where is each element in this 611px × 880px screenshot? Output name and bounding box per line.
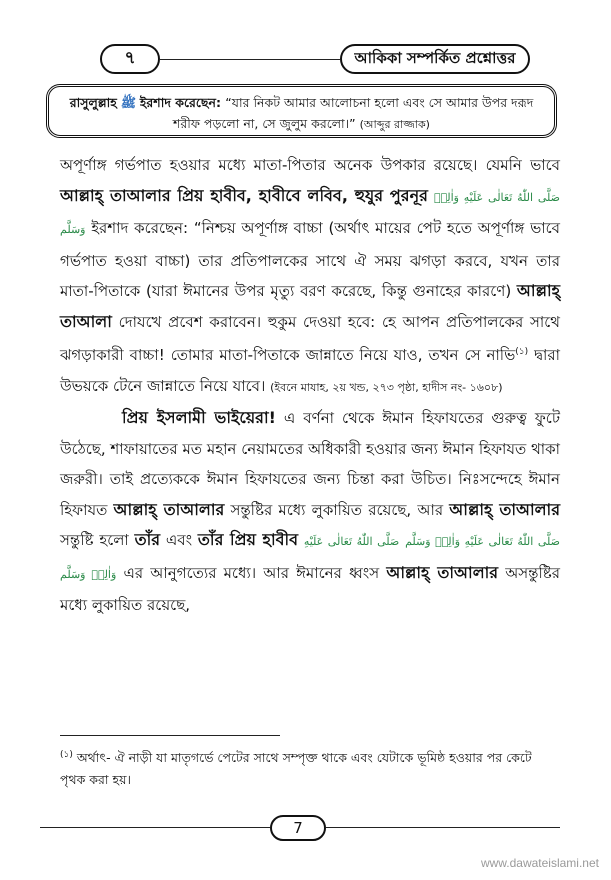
quote-text: “যার নিকট আমার আলোচনা হলো এবং সে আমার উপর দরূদ শরীফ পড়লো না, সে জুলুম করলো।”: [173, 95, 534, 131]
p1-bold-honorific: আল্লাহ্ তাআলার প্রিয় হাবীব, হাবীবে লবিব, হুযুর পুরনূর: [60, 185, 428, 205]
p1-bold-allah: আল্লাহ্ তাআলা: [60, 281, 560, 331]
header-title: আকিকা সম্পর্কিত প্রশ্নোত্তর: [340, 44, 530, 74]
p1-text-d: দ্বারা উভয়কে টেনে জান্নাতে নিয়ে যাবে।: [60, 346, 560, 395]
quote-box: [46, 84, 557, 138]
p2-arabic-salutation-1: صَلَّى اللّٰهُ تَعَالٰى عَلَيْهِ وَاٰلِهٖ وَسَلَّم: [405, 535, 560, 548]
quote-lead: রাসুলুল্লাহ: [69, 95, 117, 110]
footnote-divider: [60, 735, 280, 736]
footer-rule-left: [40, 827, 270, 828]
site-url: www.dawateislami.net: [480, 856, 599, 870]
p1-text-a: অপূর্ণাঙ্গ গর্ভপাত হওয়ার মধ্যে মাতা-পিতার অনেক উপকার রয়েছে। যেমনি ভাবে: [60, 156, 560, 174]
paragraph-1: [60, 156, 560, 395]
quote-source: (আব্দুর রাজ্জাক): [359, 118, 430, 131]
p1-arabic-salutation: صَلَّى اللّٰهُ تَعَالٰى عَلَيْهِ وَاٰلِهٖ وَسَلَّم: [60, 190, 560, 236]
page-number-top: ৭: [100, 44, 160, 74]
blessing-symbol: ﷺ: [120, 95, 136, 110]
p2-bold-allah-1: আল্লাহ্ তাআলার: [113, 499, 225, 519]
p2-arabic-salutation-2: صَلَّى اللّٰهُ تَعَالٰى عَلَيْهِ وَاٰلِهٖ وَسَلَّم: [60, 535, 400, 581]
footer-rule-right: [326, 827, 560, 828]
p2-text-c: সন্তুষ্টি হলো: [60, 531, 135, 549]
p1-text-b: ইরশাদ করেছেন: “নিশ্চয় অপূর্ণাঙ্গ বাচ্চা (অর্থাৎ মায়ের পেট হতে অপূর্ণাঙ্গ ভাবে গর্ভপাত হওয়া বাচ্চা) তার প্রতিপালকের সাথে ঐ সময় ঝগড়া করবে, যখন তার মাতা-পিতাকে (যারা ঈমানের উপর মৃত্যু বরণ করেছে, কিন্তু গুনাহের কারণে): [60, 219, 560, 300]
p2-bold-address: প্রিয় ইসলামী ভাইয়েরা!: [122, 408, 276, 427]
p2-text-f: অসন্তুষ্টির মধ্যে লুকায়িত রয়েছে,: [60, 563, 561, 614]
p2-text-e: এর আনুগত্যের মধ্যে। আর ঈমানের ধ্বংস: [116, 563, 387, 582]
header-rule-left: [160, 59, 340, 60]
p1-reference: (ইবনে মাযাহ, ২য় খন্ড, ২৭৩ পৃষ্ঠা, হাদীস নং- ১৬০৮): [270, 380, 503, 394]
footnote-marker: (১): [515, 347, 529, 357]
footnote: [60, 744, 560, 791]
footnote-text: অর্থাৎ- ঐ নাড়ী যা মাতৃগর্ভে পেটের সাথে সম্পৃক্ত থাকে এবং যেটাকে ভূমিষ্ঠ হওয়ার পর কেটে পৃথক করা হয়।: [60, 750, 532, 788]
p2-text-d: এবং: [160, 531, 198, 549]
p2-text-b: সন্তুষ্টির মধ্যে লুকায়িত রয়েছে, আর: [224, 500, 450, 519]
main-text: [60, 150, 560, 621]
p2-bold-allah-2: আল্লাহ্ তাআলার: [449, 499, 561, 519]
p2-bold-allah-3: আল্লাহ্ তাআলার: [386, 562, 499, 582]
paragraph-2: [60, 409, 560, 614]
p2-bold-habib: তাঁর প্রিয় হাবীব: [197, 530, 298, 549]
footnote-mark: (১): [60, 750, 73, 760]
page-number-bottom: 7: [270, 815, 326, 841]
p2-bold-his: তাঁর: [134, 530, 161, 549]
p2-text-a: এ বর্ণনা থেকে ঈমান হিফাযতের গুরুত্ব ফুটে উঠেছে, শাফায়াতের মত মহান নেয়ামতের অধিকারী হওয়ার জন্য ঈমান হিফাযত থাকা জরুরী। তাই প্রত্যেককে ঈমান হিফাযতের জন্য চিন্তা করা উচিত। নিঃসন্দেহে ঈমান হিফাযত: [60, 409, 560, 519]
p1-text-c: দোযখে প্রবেশ করাবেন। হুকুম দেওয়া হবে: হে আপন প্রতিপালকের সাথে ঝগড়াকারী বাচ্চা! তোমার মাতা-পিতাকে জান্নাতে নিয়ে যাও, তখন সে নাভি: [60, 312, 560, 364]
quote-lead-after: ইরশাদ করেছেন:: [139, 95, 226, 110]
